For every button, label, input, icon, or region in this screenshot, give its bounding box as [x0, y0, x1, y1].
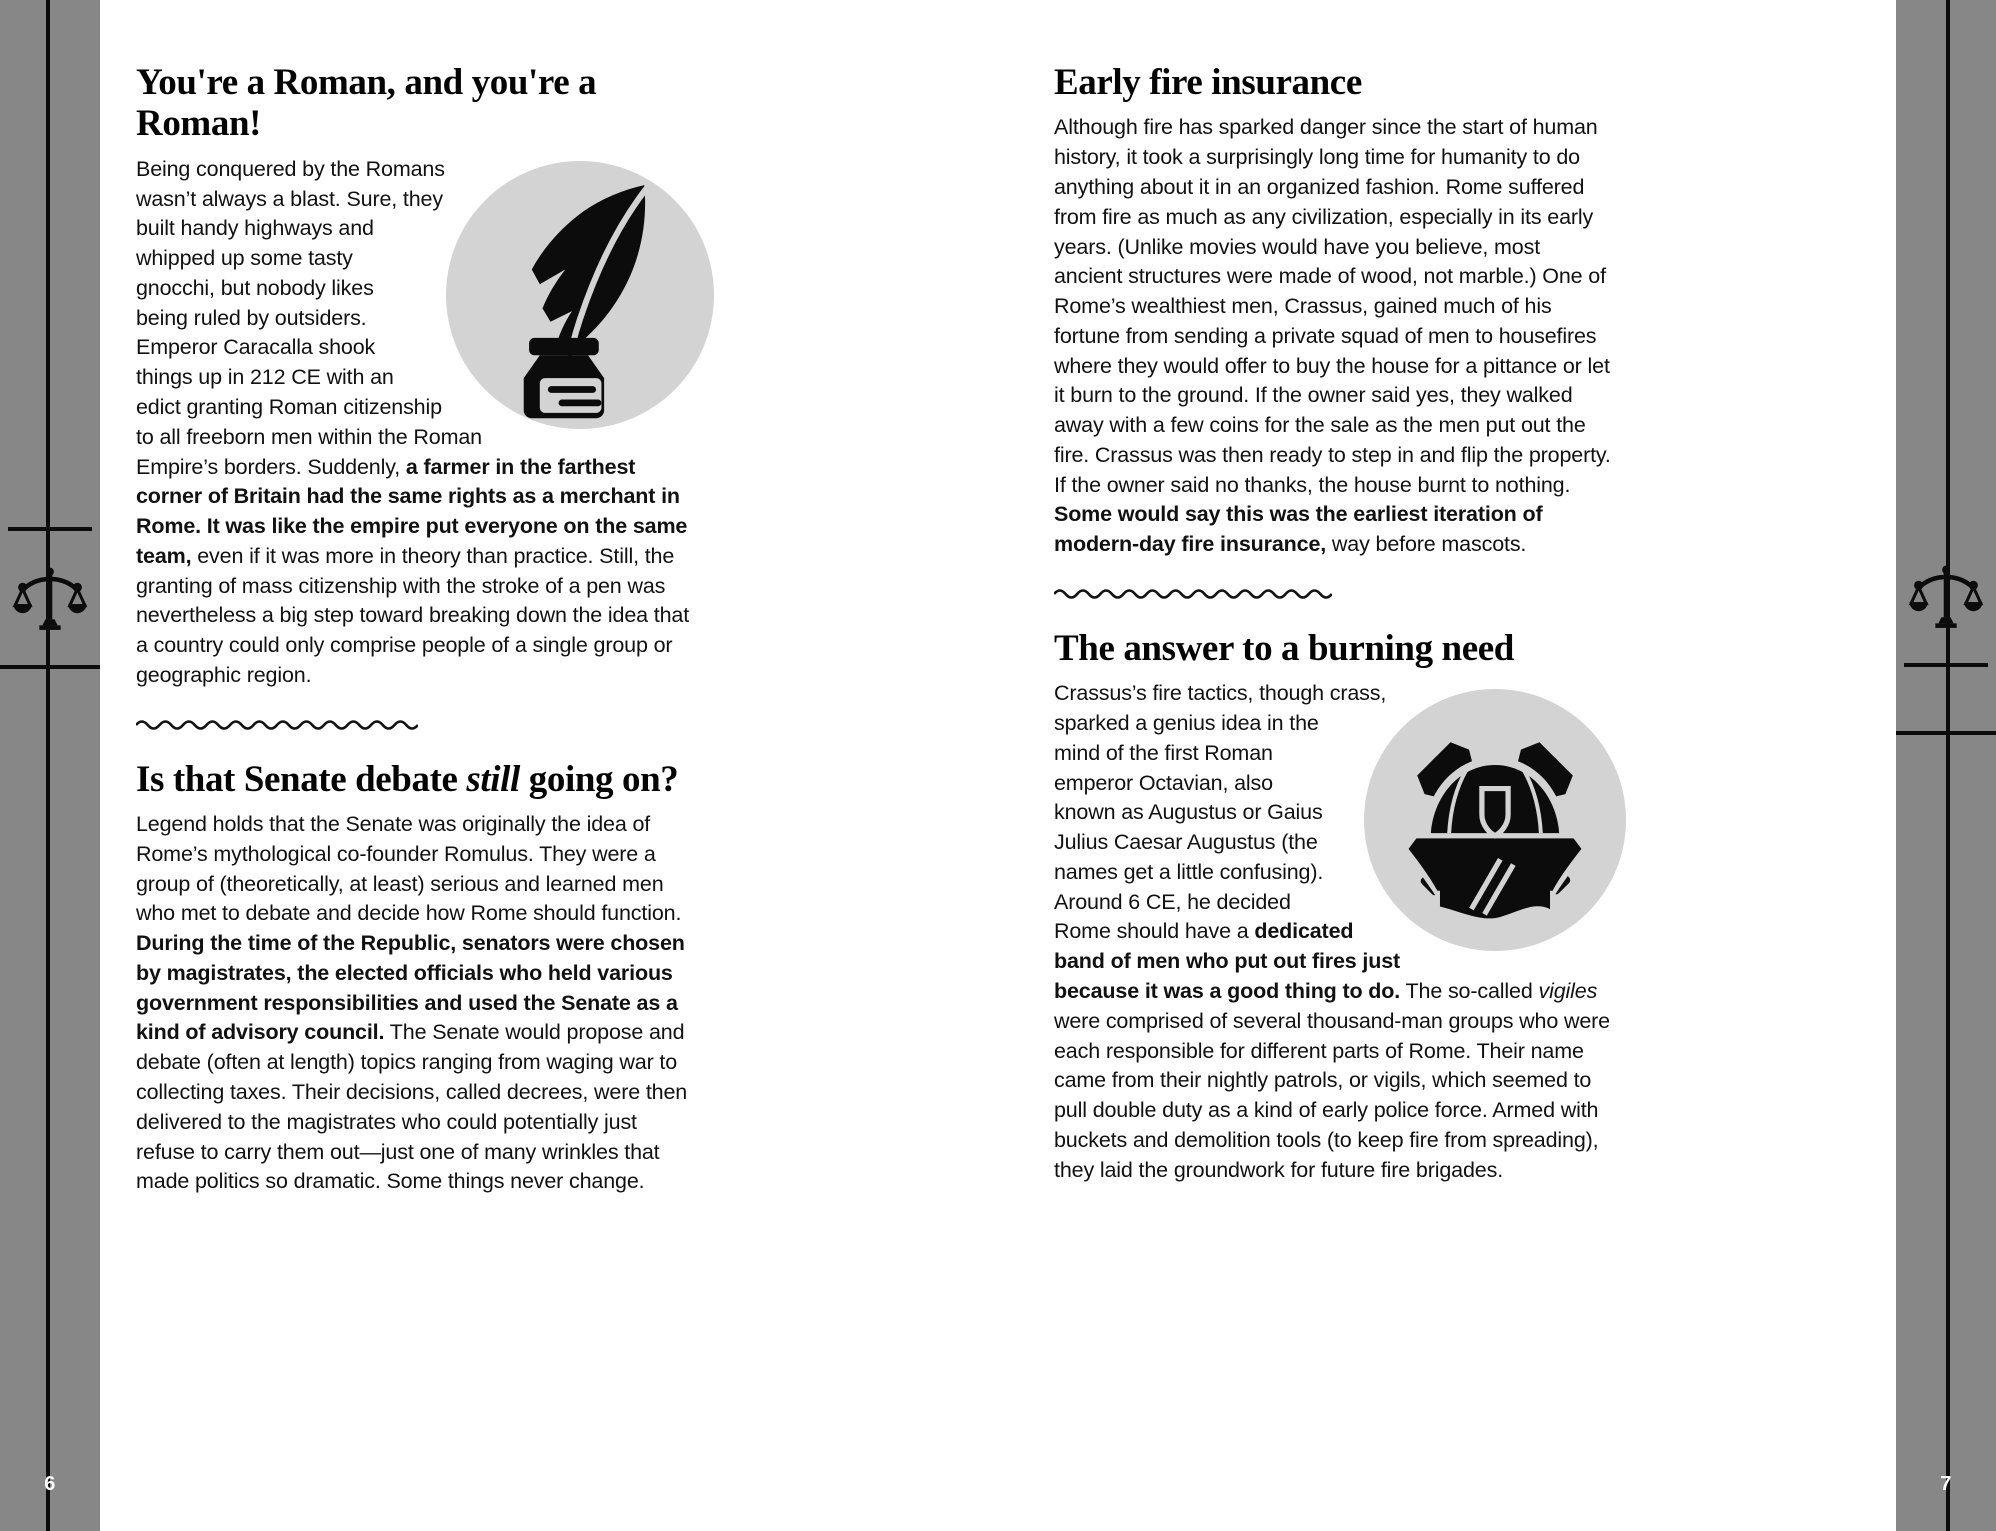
- page-number-right: 7: [1940, 1473, 1952, 1495]
- article-body-2: [136, 810, 696, 1197]
- body-run-normal-2: The so-called: [1400, 979, 1539, 1004]
- scales-of-justice-icon: [12, 560, 88, 636]
- body-run-bold: Some would say this was the earliest iteration of modern-day fire insurance,: [1054, 502, 1543, 557]
- body-run-normal: Crassus’s fire tactics, though crass, sparked a genius idea in the mind of the first Roman emperor Octavian, also known as Augustus or Gaius Julius Caesar Augustus (the names get a little confusing). Around 6 CE, he decided Rome should have a: [1054, 681, 1387, 944]
- scales-of-justice-icon-wrap: [1896, 558, 1996, 634]
- heading-run-normal-2: going on?: [519, 758, 679, 800]
- heading-run-normal: Is that Senate debate: [136, 758, 467, 800]
- page-right: [998, 0, 1896, 1531]
- scales-of-justice-icon: [1908, 558, 1984, 634]
- body-run-normal: Being conquered by the Romans wasn’t always a blast. Sure, they built handy highways and whipped up some tasty gnocchi, but nobody likes being ruled by outsiders. Emperor Caracalla shook things up in 212 CE with an edict granting Roman citizenship to all freeborn men within the Roman Empire’s borders. Suddenly,: [136, 156, 482, 479]
- left-margin-decoration: [0, 0, 100, 1531]
- article-early-fire-insurance: [1054, 62, 1614, 560]
- article-heading: You're a Roman, and you're a Roman!: [136, 62, 597, 145]
- body-run-bold: dedicated band of men who put out fires just because it was a good thing to do.: [1054, 919, 1401, 1004]
- margin-horizontal-rule-lower: [0, 665, 100, 669]
- wavy-divider-icon-2: [1054, 586, 1332, 602]
- article-heading-2: [136, 759, 696, 800]
- wavy-divider-icon: [136, 717, 418, 733]
- body-run-normal-2: way before mascots.: [1326, 532, 1527, 557]
- right-column: [1054, 62, 1614, 1185]
- quill-and-inkwell-illustration: [446, 161, 714, 429]
- article-burning-need: [1054, 628, 1614, 1185]
- book-spread: [100, 0, 1896, 1531]
- firefighter-helmet-illustration: [1364, 689, 1626, 951]
- margin-horizontal-rule-upper: [8, 527, 92, 531]
- body-run-normal: Although fire has sparked danger since the start of human history, it took a surprisingly long time for humanity to do anything about it in an organized fashion. Rome suffered from fire as much as any civilization, especially in its early years. (Unlike movies would have you believe, most ancient structures were made of wood, not marble.) One of Rome’s wealthiest men, Crassus, gained much of his fortune from sending a private squad of men to housefires where they would offer to buy the house for a pittance or let it burn to the ground. If the owner said yes, they walked away with a few coins for the sale as the men put out the fire. Crassus was then ready to step in and flip the property. If the owner said no thanks, the house burnt to nothing.: [1054, 115, 1611, 497]
- article-heading-3: Early fire insurance: [1054, 62, 1362, 103]
- body-run-bold: During the time of the Republic, senators were chosen by magistrates, the elected officials who held various government responsibilities and used the Senate as a kind of advisory council.: [136, 931, 685, 1045]
- body-run-normal-3: were comprised of several thousand-man groups who were each responsible for different parts of Rome. Their name came from their nightly patrols, or vigils, which seemed to pull double duty as a kind of early police force. Armed with buckets and demolition tools (to keep fire from spreading), they laid the groundwork for future fire brigades.: [1054, 1008, 1610, 1182]
- article-heading-4: The answer to a burning need: [1054, 627, 1514, 669]
- firefighter-helmet-and-axes-icon: [1364, 689, 1626, 951]
- page-number-left: 6: [44, 1473, 56, 1495]
- scales-of-justice-icon-wrap: [0, 560, 100, 636]
- body-run-normal-2: The Senate would propose and debate (often at length) topics ranging from waging war to collecting taxes. Their decisions, called decrees, were then delivered to the magistrates who could potentially just refuse to carry them out—just one of many wrinkles that made politics so dramatic. Some things never change.: [136, 1020, 688, 1194]
- body-run-normal: Legend holds that the Senate was originally the idea of Rome’s mythological co-founder Romulus. They were a group of (theoretically, at least) serious and learned men who met to debate and decide how Rome should function.: [136, 812, 682, 926]
- left-column: [136, 62, 696, 1197]
- article-senate-debate: [136, 759, 696, 1197]
- body-run-normal-2: even if it was more in theory than practice. Still, the granting of mass citizenship with the stroke of a pen was nevertheless a big step toward breaking down the idea that a country could only comprise people of a single group or geographic region.: [136, 543, 690, 687]
- margin-horizontal-rule-upper: [1904, 663, 1988, 667]
- margin-vertical-rule: [46, 0, 50, 1531]
- quill-and-inkwell-icon: [446, 161, 714, 429]
- margin-horizontal-rule-lower: [1896, 731, 1996, 735]
- article-youre-a-roman: [136, 62, 696, 691]
- article-body-3: [1054, 113, 1614, 559]
- heading-run-italic: still: [466, 758, 520, 800]
- margin-vertical-rule: [1946, 0, 1950, 1531]
- right-margin-decoration: [1896, 0, 1996, 1531]
- body-run-bold: a farmer in the farthest corner of Britain had the same rights as a merchant in Rome. It was like the empire put everyone on the same team,: [136, 454, 688, 568]
- page-left: [100, 0, 998, 1531]
- body-run-italic: vigiles: [1538, 979, 1598, 1004]
